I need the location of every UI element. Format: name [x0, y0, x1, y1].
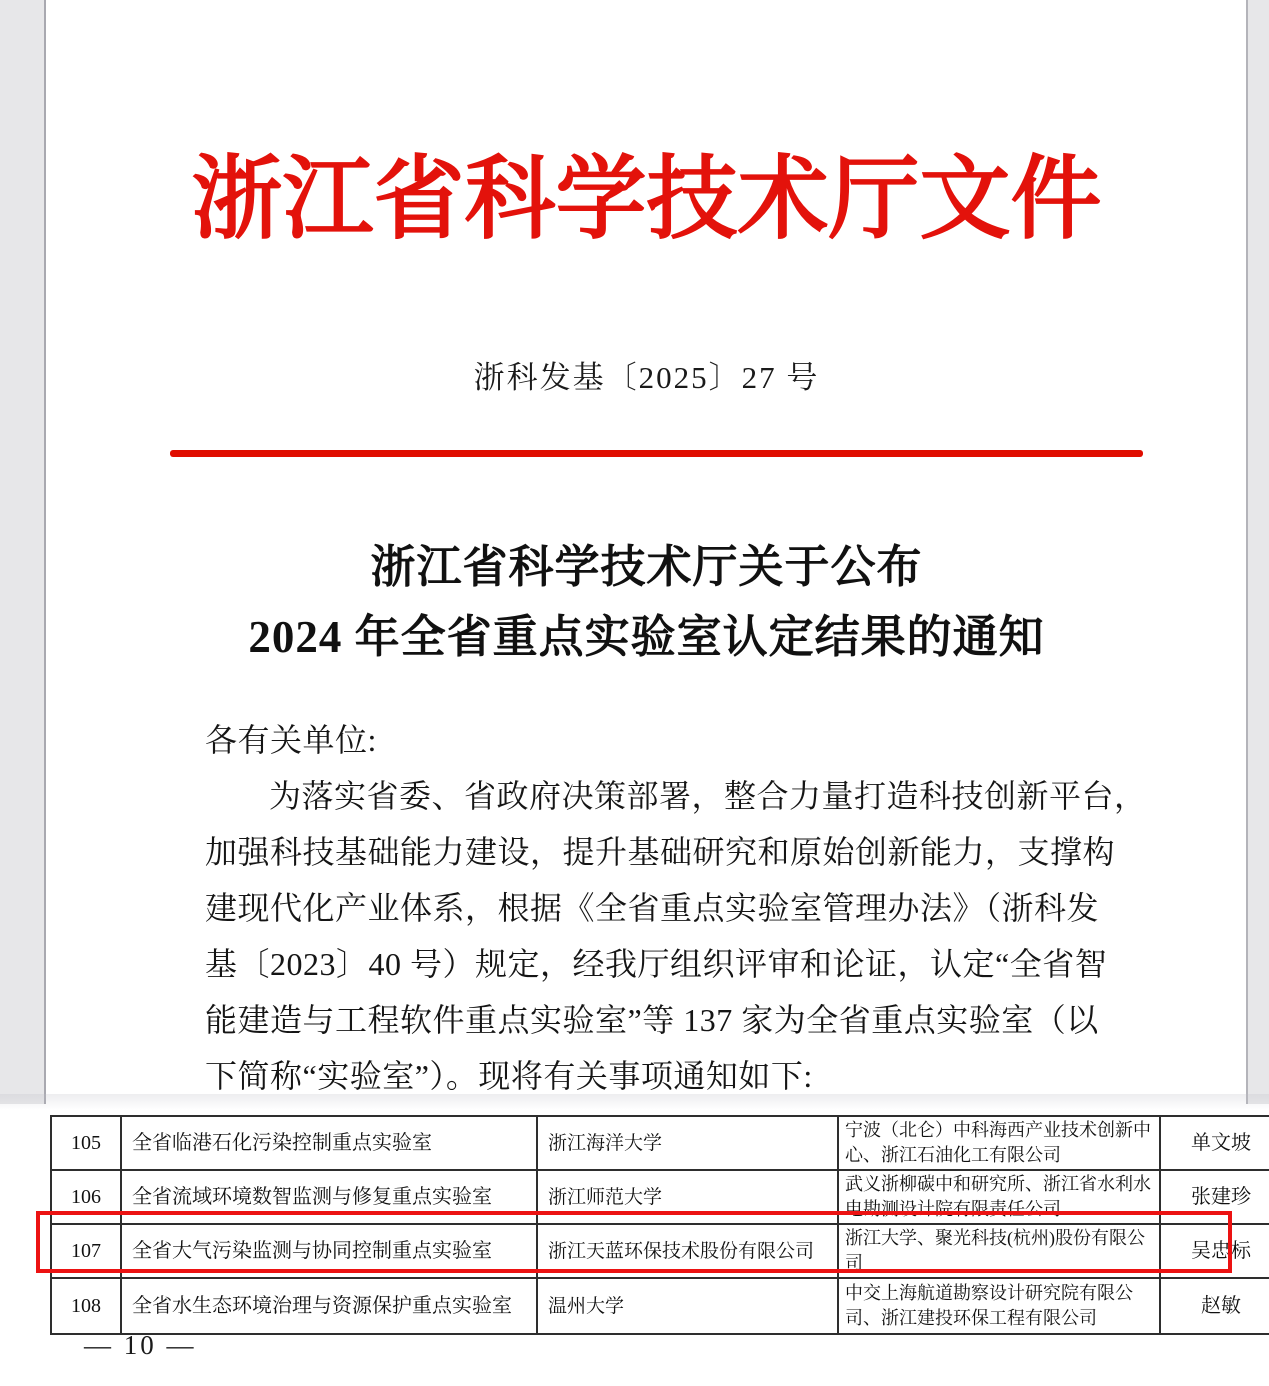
director-cell: 单文坡	[1160, 1116, 1269, 1170]
row-number-cell: 106	[51, 1170, 121, 1224]
partner-units-cell: 宁波（北仑）中科海西产业技术创新中心、浙江石油化工有限公司	[838, 1116, 1160, 1170]
right-page-margin	[1246, 0, 1269, 1104]
body-line: 下简称“实验室”）。现将有关事项通知如下:	[205, 1058, 813, 1094]
table-row	[51, 1116, 1269, 1170]
host-unit-cell: 温州大学	[537, 1278, 838, 1334]
director-cell: 赵敏	[1160, 1278, 1269, 1334]
salutation: 各有关单位:	[205, 722, 377, 758]
host-unit-cell: 浙江天蓝环保技术股份有限公司	[537, 1224, 838, 1278]
notice-body	[205, 712, 1147, 1104]
table-row	[51, 1278, 1269, 1334]
partner-units-cell: 浙江大学、聚光科技(杭州)股份有限公司	[838, 1224, 1160, 1278]
body-line: 基〔2023〕40 号）规定，经我厅组织评审和论证，认定“全省智	[205, 946, 1108, 982]
notice-title-line1: 浙江省科学技术厅关于公布	[370, 542, 923, 592]
director-cell: 张建珍	[1160, 1170, 1269, 1224]
table-row	[51, 1170, 1269, 1224]
lab-results-table	[50, 1115, 1269, 1335]
page-number: — 10 —	[84, 1330, 197, 1360]
document-number: 浙科发基〔2025〕27 号	[473, 360, 820, 395]
red-divider-line	[170, 450, 1143, 457]
table-row-highlighted	[51, 1224, 1269, 1278]
host-unit-cell: 浙江师范大学	[537, 1170, 838, 1224]
row-number-cell: 107	[51, 1224, 121, 1278]
left-page-margin	[0, 0, 46, 1104]
partner-units-cell: 中交上海航道勘察设计研究院有限公司、浙江建投环保工程有限公司	[838, 1278, 1160, 1334]
body-line: 为落实省委、省政府决策部署，整合力量打造科技创新平台，	[269, 778, 1147, 814]
director-cell: 吴忠标	[1160, 1224, 1269, 1278]
body-line: 加强科技基础能力建设，提升基础研究和原始创新能力，支撑构	[205, 834, 1116, 870]
partner-units-cell: 武义浙柳碳中和研究所、浙江省水利水电勘测设计院有限责任公司	[838, 1170, 1160, 1224]
host-unit-cell: 浙江海洋大学	[537, 1116, 838, 1170]
notice-title-line2: 2024 年全省重点实验室认定结果的通知	[248, 612, 1045, 662]
lab-name-cell: 全省流域环境数智监测与修复重点实验室	[121, 1170, 537, 1224]
row-number-cell: 105	[51, 1116, 121, 1170]
lab-name-cell: 全省大气污染监测与协同控制重点实验室	[121, 1224, 537, 1278]
body-line: 建现代化产业体系，根据《全省重点实验室管理办法》（浙科发	[205, 890, 1100, 926]
lab-name-cell: 全省临港石化污染控制重点实验室	[121, 1116, 537, 1170]
lab-name-cell: 全省水生态环境治理与资源保护重点实验室	[121, 1278, 537, 1334]
row-number-cell: 108	[51, 1278, 121, 1334]
body-line: 能建造与工程软件重点实验室”等 137 家为全省重点实验室（以	[205, 1002, 1099, 1038]
agency-letterhead-title: 浙江省科学技术厅文件	[191, 149, 1102, 250]
